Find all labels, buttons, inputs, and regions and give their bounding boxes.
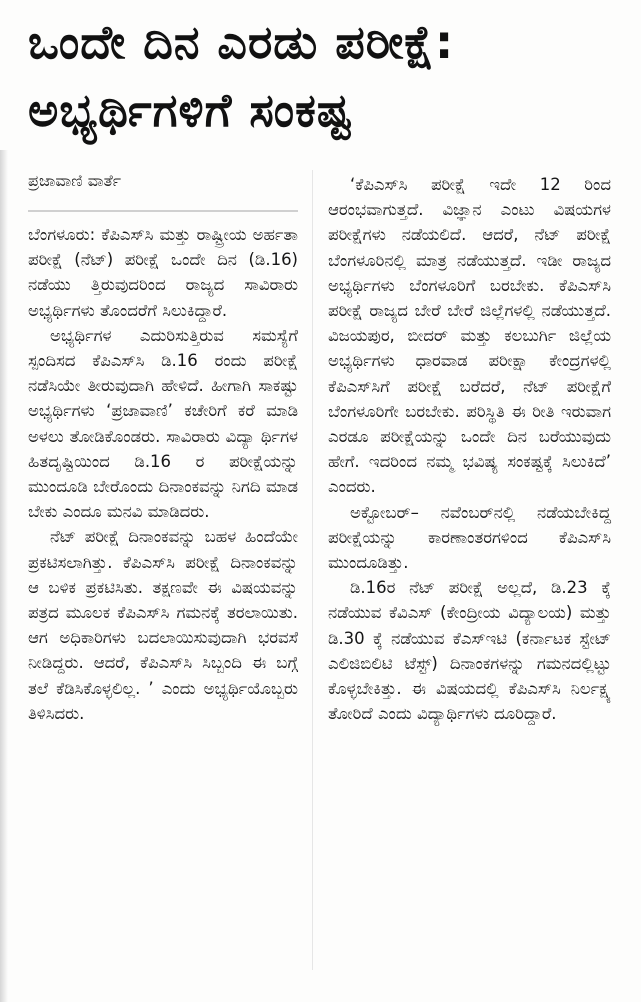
right-paragraph-1: ‘ಕೆಪಿಎಸ್‌ಸಿ ಪರೀಕ್ಷೆ ಇದೇ 12 ರಿಂದ ಆರಂಭವಾಗುತ್ತದೆ. ವಿಜ್ಞಾನ ಎಂಟು ವಿಷಯಗಳ ಪರೀಕ್ಷೆಗಳು ನಡೆಯಲಿದೆ. ಆದರೆ, ನೆಟ್ ಪರೀಕ್ಷೆ ಬೆಂಗಳೂರಿನಲ್ಲಿ ಮಾತ್ರ ನಡೆಯುತ್ತದೆ. ಇಡೀ ರಾಜ್ಯದ ಅಭ್ಯರ್ಥಿಗಳು ಬೆಂಗಳೂರಿಗೆ ಬರಬೇಕು. ಕೆಪಿಎಸ್‌ಸಿ ಪರೀಕ್ಷೆ ರಾಜ್ಯದ ಬೇರೆ ಬೇರೆ ಜಿಲ್ಲೆಗಳಲ್ಲಿ ನಡೆಯುತ್ತದೆ. ವಿಜಯಪುರ, ಬೀದರ್ ಮತ್ತು ಕಲಬುರ್ಗಿ ಜಿಲ್ಲೆಯ ಅಭ್ಯರ್ಥಿಗಳು ಧಾರವಾಡ ಪರೀಕ್ಷಾ ಕೇಂದ್ರಗಳಲ್ಲಿ ಕೆಪಿಎಸ್‌ಸಿಗೆ ಪರೀಕ್ಷೆ ಬರೆದರೆ, ನೆಟ್ ಪರೀಕ್ಷೆಗೆ ಬೆಂಗಳೂರಿಗೇ ಬರಬೇಕು. ಪರಿಸ್ಥಿತಿ ಈ ರೀತಿ ಇರುವಾಗ ಎರಡೂ ಪರೀಕ್ಷೆಯನ್ನು ಒಂದೇ ದಿನ ಬರೆಯುವುದು ಹೇಗೆ. ಇದರಿಂದ ನಮ್ಮ ಭವಿಷ್ಯ ಸಂಕಷ್ಟಕ್ಕೆ ಸಿಲುಕಿದೆ’ ಎಂದರು. <box>328 175 611 497</box>
left-paragraph-2: ಅಭ್ಯರ್ಥಿಗಳ ಎದುರಿಸುತ್ತಿರುವ ಸಮಸ್ಯೆಗೆ ಸ್ಪಂದಿಸದ ಕೆಪಿಎಸ್‌ಸಿ ಡಿ.16 ರಂದು ಪರೀಕ್ಷೆ ನಡೆಸಿಯೇ ತೀರುವುದಾಗಿ ಹೇಳಿದೆ. ಹೀಗಾಗಿ ಸಾಕಷ್ಟು ಅಭ್ಯರ್ಥಿಗಳು ‘ಪ್ರಜಾವಾಣಿ’ ಕಚೇರಿಗೆ ಕರೆ ಮಾಡಿ ಅಳಲು ತೋಡಿಕೊಂಡರು. ಸಾವಿರಾರು ವಿದ್ಯಾ ರ್ಥಿಗಳ ಹಿತದೃಷ್ಟಿಯಿಂದ ಡಿ.16 ರ ಪರೀಕ್ಷೆಯನ್ನು ಮುಂದೂಡಿ ಬೇರೊಂದು ದಿನಾಂಕವನ್ನು ನಿಗದಿ ಮಾಡ ಬೇಕು ಎಂದೂ ಮನವಿ ಮಾಡಿದರು. <box>28 325 298 522</box>
left-paragraph-1: ಬೆಂಗಳೂರು: ಕೆಪಿಎಸ್‌ಸಿ ಮತ್ತು ರಾಷ್ಟ್ರೀಯ ಅರ್ಹತಾ ಪರೀಕ್ಷೆ (ನೆಟ್) ಪರೀಕ್ಷೆ ಒಂದೇ ದಿನ (ಡಿ.16) ನಡೆಯು ತ್ತಿರುವುದರಿಂದ ರಾಜ್ಯದ ಸಾವಿರಾರು ಅಭ್ಯರ್ಥಿಗಳು ತೊಂದರೆಗೆ ಸಿಲುಕಿದ್ದಾರೆ. <box>28 225 298 320</box>
article-column-right <box>328 172 611 726</box>
page-edge-shadow <box>0 150 8 1002</box>
headline-line-2: ಅಭ್ಯರ್ಥಿಗಳಿಗೆ ಸಂಕಷ್ಟ <box>28 83 353 137</box>
article-column-left <box>28 168 298 726</box>
byline-rule <box>28 210 298 212</box>
left-paragraph-3: ನೆಟ್ ಪರೀಕ್ಷೆ ದಿನಾಂಕವನ್ನು ಬಹಳ ಹಿಂದೆಯೇ ಪ್ರಕಟಿಸಲಾಗಿತ್ತು. ಕೆಪಿಎಸ್‌ಸಿ ಪರೀಕ್ಷೆ ದಿನಾಂಕವನ್ನು ಆ ಬಳಿಕ ಪ್ರಕಟಿಸಿತು. ತಕ್ಷಣವೇ ಈ ವಿಷಯವನ್ನು ಪತ್ರದ ಮೂಲಕ ಕೆಪಿಎಸ್‌ಸಿ ಗಮನಕ್ಕೆ ತರಲಾಯಿತು. ಆಗ ಅಧಿಕಾರಿಗಳು ಬದಲಾಯಿಸುವುದಾಗಿ ಭರವಸೆ ನೀಡಿದ್ದರು. ಆದರೆ, ಕೆಪಿಎಸ್‌ಸಿ ಸಿಬ್ಬಂದಿ ಈ ಬಗ್ಗೆ ತಲೆ ಕೆಡಿಸಿಕೊಳ್ಳಲಿಲ್ಲ. ’ ಎಂದು ಅಭ್ಯರ್ಥಿಯೊಬ್ಬರು ತಿಳಿಸಿದರು. <box>28 527 298 723</box>
right-paragraph-2: ಅಕ್ಟೋಬರ್– ನವೆಂಬರ್‌ನಲ್ಲಿ ನಡೆಯಬೇಕಿದ್ದ ಪರೀಕ್ಷೆಯನ್ನು ಕಾರಣಾಂತರಗಳಿಂದ ಕೆಪಿಎಸ್‌ಸಿ ಮುಂದೂಡಿತ್ತು. <box>328 502 611 573</box>
right-paragraph-3: ಡಿ.16ರ ನೆಟ್ ಪರೀಕ್ಷೆ ಅಲ್ಲದೆ, ಡಿ.23 ಕ್ಕೆ ನಡೆಯುವ ಕೆವಿಎಸ್ (ಕೇಂದ್ರೀಯ ವಿದ್ಯಾಲಯ) ಮತ್ತು ಡಿ.30 ಕ್ಕೆ ನಡೆಯುವ ಕೆಎಸ್‌ಇಟಿ (ಕರ್ನಾಟಕ ಸ್ಟೇಟ್ ಎಲಿಜಿಬಿಲಿಟಿ ಟೆಸ್ಟ್) ದಿನಾಂಕಗಳನ್ನು ಗಮನದಲ್ಲಿಟ್ಟು ಕೊಳ್ಳಬೇಕಿತ್ತು. ಈ ವಿಷಯದಲ್ಲಿ ಕೆಪಿಎಸ್‌ಸಿ ನಿರ್ಲಕ್ಷ್ಯ ತೋರಿದೆ ಎಂದು ವಿದ್ಯಾರ್ಥಿಗಳು ದೂರಿದ್ದಾರೆ. <box>328 578 611 724</box>
byline: ಪ್ರಜಾವಾಣಿ ವಾರ್ತೆ <box>28 171 122 190</box>
headline <box>28 8 628 144</box>
headline-line-1: ಒಂದೇ ದಿನ ಎರಡು ಪರೀಕ್ಷೆ: <box>28 15 455 69</box>
column-divider <box>312 170 313 970</box>
